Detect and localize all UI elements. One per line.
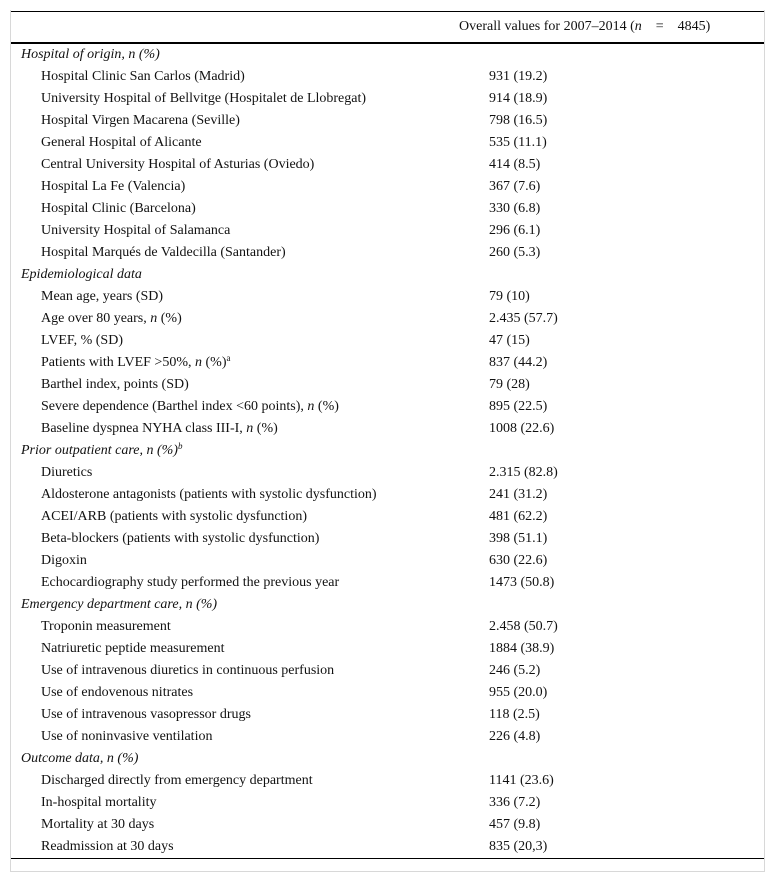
row-value: 895 (22.5) (489, 398, 548, 414)
row-value: 481 (62.2) (489, 508, 548, 524)
row-label (11, 88, 478, 110)
row-label-text: Natriuretic peptide measurement (41, 640, 225, 656)
row-label (11, 770, 478, 792)
header-prefix: Overall values for 2007–2014 ( (459, 18, 635, 34)
table-row (11, 506, 764, 528)
table-row (11, 154, 764, 176)
row-label-text: Use of intravenous vasopressor drugs (41, 706, 251, 722)
table-row (11, 286, 764, 308)
table-row (11, 418, 764, 440)
row-value: 457 (9.8) (489, 816, 541, 832)
row-label-text: Digoxin (41, 552, 87, 568)
column-header-overall (11, 12, 764, 43)
row-value: 336 (7.2) (489, 794, 541, 810)
row-label-text: Diuretics (41, 464, 93, 480)
table-row (11, 220, 764, 242)
header-n-value: 4845) (677, 18, 711, 34)
row-value: 955 (20.0) (489, 684, 548, 700)
section-header-row (11, 440, 764, 462)
table-row (11, 682, 764, 704)
row-value: 1008 (22.6) (489, 420, 555, 436)
row-label-text: Hospital Clinic (Barcelona) (41, 200, 196, 216)
row-value: 414 (8.5) (489, 156, 541, 172)
table-row (11, 704, 764, 726)
row-label (11, 308, 478, 330)
table-row (11, 242, 764, 264)
table-row (11, 792, 764, 814)
header-equals: = (655, 18, 664, 34)
section-header-row (11, 594, 764, 616)
row-label (11, 154, 478, 176)
table-row (11, 660, 764, 682)
row-label-text: Use of endovenous nitrates (41, 684, 194, 700)
row-value: 79 (28) (489, 376, 530, 392)
row-label (11, 374, 478, 396)
table-header-row (11, 12, 764, 43)
section-header-row (11, 43, 764, 66)
row-label-text: Aldosterone antagonists (patients with systolic dysfunction) (41, 486, 377, 502)
row-label-text: Hospital Clinic San Carlos (Madrid) (41, 68, 245, 84)
row-label-text: University Hospital of Bellvitge (Hospitalet de Llobregat) (41, 90, 367, 106)
row-label-text: University Hospital of Salamanca (41, 222, 231, 238)
table-row (11, 616, 764, 638)
section-title-text: Epidemiological data (21, 266, 142, 282)
table-row (11, 836, 764, 859)
table-row (11, 374, 764, 396)
row-value: 398 (51.1) (489, 530, 548, 546)
row-label (11, 726, 478, 748)
row-label (11, 66, 478, 88)
row-label-text: Use of noninvasive ventilation (41, 728, 213, 744)
section-header-row (11, 748, 764, 770)
section-title-text: Hospital of origin, n (%) (21, 46, 160, 62)
row-label-text: Use of intravenous diuretics in continuous perfusion (41, 662, 335, 678)
row-label (11, 484, 478, 506)
row-label (11, 198, 478, 220)
row-value: 835 (20,3) (489, 838, 548, 854)
table-row (11, 88, 764, 110)
table-row (11, 638, 764, 660)
row-label (11, 792, 478, 814)
row-label (11, 110, 478, 132)
table-row (11, 396, 764, 418)
row-value: 118 (2.5) (489, 706, 540, 722)
row-value: 241 (31.2) (489, 486, 548, 502)
row-label (11, 462, 478, 484)
row-label (11, 418, 478, 440)
section-title-text: Prior outpatient care, n (%) (21, 442, 178, 458)
row-label-text: Troponin measurement (41, 618, 171, 634)
row-label-text: Readmission at 30 days (41, 838, 174, 854)
table-row (11, 484, 764, 506)
section-title (11, 748, 764, 770)
table-row (11, 528, 764, 550)
row-label (11, 660, 478, 682)
table-row (11, 110, 764, 132)
row-label (11, 550, 478, 572)
table-body (11, 43, 764, 859)
section-header-row (11, 264, 764, 286)
row-label (11, 132, 478, 154)
table-row (11, 462, 764, 484)
row-label (11, 396, 478, 418)
table-row (11, 330, 764, 352)
section-title (11, 264, 764, 286)
row-value: 1884 (38.9) (489, 640, 555, 656)
row-value: 535 (11.1) (489, 134, 547, 150)
row-label-text: LVEF, % (SD) (41, 332, 123, 348)
row-label-text: Barthel index, points (SD) (41, 376, 189, 392)
row-label (11, 286, 478, 308)
row-value: 798 (16.5) (489, 112, 548, 128)
section-title-text: Outcome data, n (%) (21, 750, 139, 766)
row-label (11, 814, 478, 836)
row-value: 246 (5.2) (489, 662, 541, 678)
footnote-marker: a (226, 352, 231, 363)
row-label-text: Baseline dyspnea NYHA class III-I, n (%) (41, 420, 278, 436)
section-title (11, 440, 764, 462)
row-label (11, 176, 478, 198)
row-label (11, 506, 478, 528)
row-value: 2.435 (57.7) (489, 310, 558, 326)
row-label-text: Central University Hospital of Asturias (Oviedo) (41, 156, 315, 172)
table-row (11, 770, 764, 792)
table-row (11, 352, 764, 374)
row-value: 226 (4.8) (489, 728, 541, 744)
section-title (11, 43, 764, 66)
row-label-text: ACEI/ARB (patients with systolic dysfunction) (41, 508, 307, 524)
row-label-text: Hospital La Fe (Valencia) (41, 178, 186, 194)
row-label-text: In-hospital mortality (41, 794, 157, 810)
footnote-marker: b (177, 440, 183, 451)
row-label (11, 242, 478, 264)
row-value: 2.458 (50.7) (489, 618, 558, 634)
row-label (11, 616, 478, 638)
row-label (11, 572, 478, 594)
table-row (11, 814, 764, 836)
table-row (11, 176, 764, 198)
row-value: 47 (15) (489, 332, 530, 348)
table-row (11, 550, 764, 572)
row-value: 296 (6.1) (489, 222, 541, 238)
row-label-text: Patients with LVEF >50%, n (%) (41, 354, 227, 370)
row-label (11, 704, 478, 726)
row-label-text: Discharged directly from emergency department (41, 772, 313, 788)
data-table (11, 11, 764, 859)
row-label-text: Age over 80 years, n (%) (41, 310, 182, 326)
row-value: 914 (18.9) (489, 90, 548, 106)
row-label (11, 682, 478, 704)
row-label (11, 220, 478, 242)
section-title-text: Emergency department care, n (%) (21, 596, 218, 612)
row-label (11, 330, 478, 352)
row-label-text: Beta-blockers (patients with systolic dysfunction) (41, 530, 320, 546)
row-value: 330 (6.8) (489, 200, 541, 216)
table-row (11, 66, 764, 88)
row-value: 79 (10) (489, 288, 530, 304)
row-label-text: Mortality at 30 days (41, 816, 155, 832)
row-value: 931 (19.2) (489, 68, 548, 84)
row-label-text: Hospital Marqués de Valdecilla (Santander) (41, 244, 286, 260)
row-label (11, 528, 478, 550)
row-label-text: Mean age, years (SD) (41, 288, 164, 304)
row-value: 630 (22.6) (489, 552, 548, 568)
row-value: 1141 (23.6) (489, 772, 554, 788)
row-label (11, 836, 478, 859)
row-label (11, 352, 478, 374)
row-value: 1473 (50.8) (489, 574, 555, 590)
table-row (11, 572, 764, 594)
row-label-text: Severe dependence (Barthel index <60 points), n (%) (41, 398, 339, 414)
row-label (11, 638, 478, 660)
row-value: 367 (7.6) (489, 178, 541, 194)
table-row (11, 726, 764, 748)
header-n-symbol: n (634, 18, 642, 34)
row-value: 260 (5.3) (489, 244, 541, 260)
table-row (11, 308, 764, 330)
row-value: 2.315 (82.8) (489, 464, 558, 480)
row-label-text: General Hospital of Alicante (41, 134, 202, 150)
row-value: 837 (44.2) (489, 354, 548, 370)
row-label-text: Hospital Virgen Macarena (Seville) (41, 112, 240, 128)
section-title (11, 594, 764, 616)
table-row (11, 132, 764, 154)
row-label-text: Echocardiography study performed the previous year (41, 574, 340, 590)
table-row (11, 198, 764, 220)
